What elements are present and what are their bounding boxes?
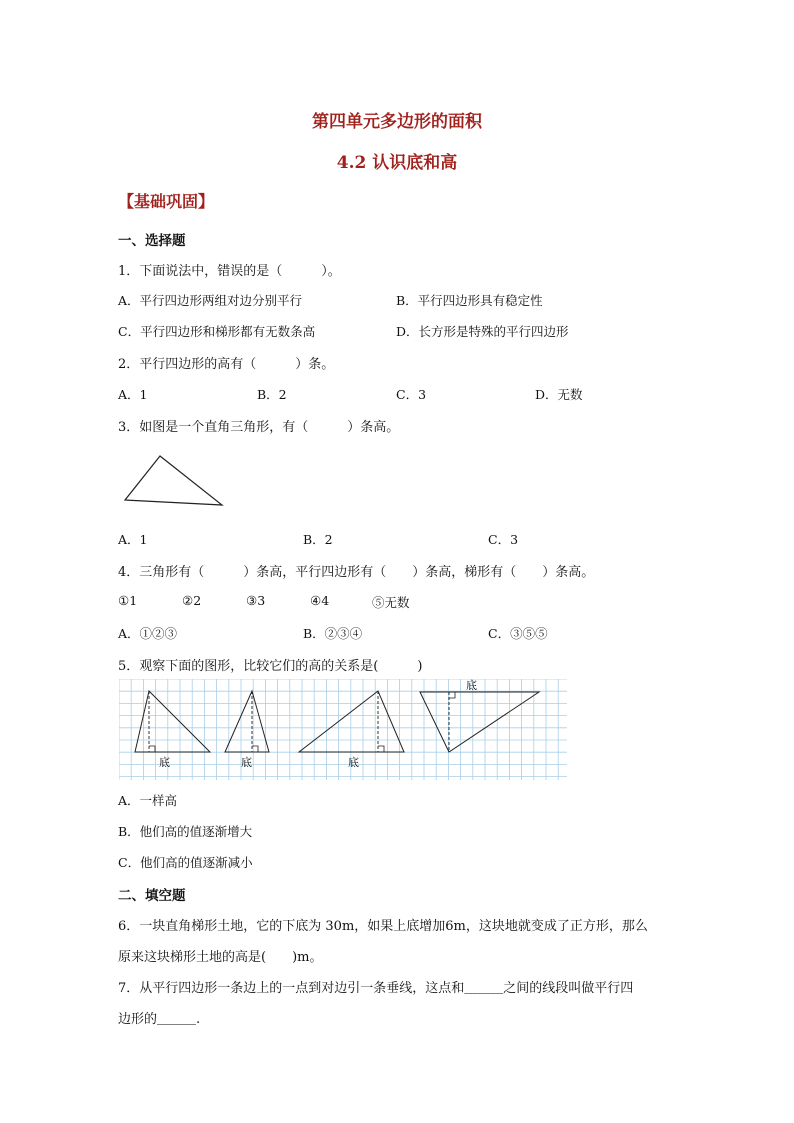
right-triangle: [125, 456, 222, 505]
base-label-4: 底: [466, 679, 477, 692]
q3-option-a: A．1: [118, 532, 148, 547]
q3-option-c: C．3: [488, 532, 519, 547]
q5-option-c: C．他们高的值逐渐减小: [118, 855, 253, 870]
q2-option-a: A．1: [118, 387, 148, 402]
part1-heading: 一、选择题: [118, 233, 186, 249]
triangle-1: [135, 691, 210, 752]
right-angle-mark-3: [378, 746, 384, 752]
q5-grid-figure: [119, 679, 567, 780]
q4-option-a: A．①②③: [118, 626, 178, 641]
q5-stem: 5．观察下面的图形，比较它们的高的关系是( ): [118, 659, 423, 674]
q6-line1: 6．一块直角梯形土地，它的下底为 30m，如果上底增加6m，这块地就变成了正方形，那么: [118, 919, 648, 934]
q1-option-d: D．长方形是特殊的平行四边形: [396, 324, 569, 339]
right-angle-mark-4: [449, 692, 455, 698]
q3-stem: 3．如图是一个直角三角形，有（ ）条高。: [118, 420, 400, 435]
q7-line1: 7．从平行四边形一条边上的一点到对边引一条垂线，这点和＿＿＿之间的线段叫做平行四: [118, 981, 634, 996]
q4-option-c: C．③⑤⑤: [488, 626, 548, 641]
base-label-3: 底: [348, 756, 359, 769]
page-title: 第四单元多边形的面积: [312, 112, 482, 132]
q4-choice: ③3: [246, 593, 266, 608]
q4-option-b: B．②③④: [303, 626, 363, 641]
q4-choice: ⑤无数: [372, 595, 410, 610]
q2-option-d: D．无数: [535, 387, 583, 402]
q6-line2: 原来这块梯形土地的高是( )m。: [118, 950, 323, 965]
grid-lines: [119, 679, 567, 780]
q4-choice: ④4: [310, 593, 330, 608]
triangle-3: [299, 691, 404, 752]
q4-choice: ①1: [118, 593, 138, 608]
q2-option-c: C．3: [396, 387, 427, 402]
section-label: 【基础巩固】: [118, 192, 215, 211]
q1-stem: 1．下面说法中，错误的是（ ）。: [118, 264, 341, 279]
base-label-1: 底: [159, 756, 170, 769]
q5-option-a: A．一样高: [118, 793, 178, 808]
right-angle-mark-1: [149, 746, 155, 752]
q4-choice: ②2: [182, 593, 202, 608]
q4-stem: 4．三角形有（ ）条高，平行四边形有（ ）条高，梯形有（ ）条高。: [118, 565, 595, 580]
triangle-2: [225, 691, 269, 752]
q2-stem: 2．平行四边形的高有（ ）条。: [118, 357, 335, 372]
q1-option-c: C．平行四边形和梯形都有无数条高: [118, 324, 316, 339]
q1-option-a: A．平行四边形两组对边分别平行: [118, 293, 303, 308]
base-label-2: 底: [241, 756, 252, 769]
part2-heading: 二、填空题: [118, 888, 186, 904]
page-subtitle: 4.2 认识底和高: [336, 153, 458, 173]
q3-triangle-figure: [118, 450, 228, 510]
q1-option-b: B．平行四边形具有稳定性: [396, 293, 543, 308]
triangle-4: [420, 692, 539, 752]
q5-option-b: B．他们高的值逐渐增大: [118, 824, 253, 839]
q2-option-b: B．2: [257, 387, 287, 402]
q7-line2: 边形的＿＿＿.: [118, 1012, 201, 1027]
q3-option-b: B．2: [303, 532, 333, 547]
